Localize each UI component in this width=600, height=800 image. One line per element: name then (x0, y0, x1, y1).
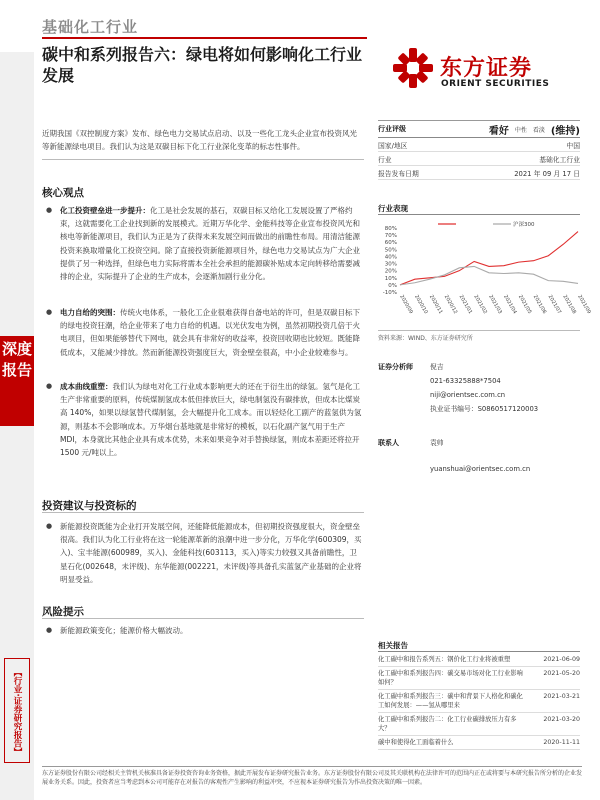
series-line-0 (400, 232, 578, 285)
related-item[interactable] (378, 690, 580, 713)
section-title-core: 核心观点 (42, 187, 84, 199)
y-tick-label: 0% (388, 282, 397, 289)
analyst-phone: 021-63325888*7504 (430, 377, 501, 385)
x-tick-label: 2020/10 (413, 294, 429, 315)
x-tick-label: 2020/11 (427, 294, 444, 315)
bullet-icon: ● (46, 382, 53, 390)
company-logo (392, 47, 582, 97)
series-line-1 (400, 266, 578, 284)
y-tick-label: 40% (384, 254, 397, 261)
rating-info-row (378, 138, 580, 152)
bullet-icon: ● (46, 626, 53, 634)
info-value: 中国 (566, 141, 580, 150)
rating-table (378, 121, 580, 180)
rating-info-row (378, 166, 580, 180)
x-tick-label: 2021/02 (472, 294, 489, 315)
vertical-note: 【行业·证券研究报告】 (4, 658, 30, 763)
related-item-date: 2021-03-21 (543, 693, 580, 700)
info-key: 行业 (378, 155, 392, 164)
performance-title: 行业表现 (378, 204, 408, 213)
point-text: 我们认为绿电对化工行业成本影响更大的还在于衍生出的绿氢。氢气是化工生产非常重要的原料，传统煤制氢成本低但排放巨大，绿电制氢没有碳排放，但成本比煤炭高 140%，如果以绿氢替代煤制氢，会大幅提升化工成本。而以轻烃化工副产的蓝氢供为氢源，则基本不会影响成本。万华烟台基地就是非常好的模板，以石化副产氢气用于生产 MDI，本身就比其他企业具有成本优势，未来如果竞争对手替换绿氢，则成本差距还将拉开 1500 元/吨以上。 (60, 382, 362, 458)
rating-bearish: 看淡 (532, 126, 545, 134)
rating-info-row (378, 152, 580, 166)
invest-point (42, 520, 364, 586)
y-tick-label: 20% (384, 268, 397, 275)
x-tick-label: 2021/08 (561, 294, 578, 315)
title-divider (42, 37, 367, 39)
related-item-title[interactable]: 碳中和使得化工面临着什么 (378, 739, 454, 746)
related-list (378, 653, 580, 750)
x-tick-label: 2020/12 (442, 294, 459, 315)
point-heading: 成本曲线重塑： (60, 382, 113, 391)
related-item-date: 2021-05-20 (543, 670, 580, 677)
section-title-risk: 风险提示 (42, 606, 84, 618)
disclaimer-footer: 东方证券股份有限公司经相关主管机关核准具备证券投资咨询业务资格，据此开展发布证券研究报告业务。东方证券股份有限公司及其关联机构在法律许可的范围内正在或将要与本研究报告所分析的企业发展业务关系。因此，投资者应当考虑到本公司可能存在对报告的客观性产生影响的利益冲突，不应视本证券研究报告为作出投资决策的唯一因素。 (42, 770, 583, 786)
core-point (42, 204, 364, 283)
analyst-label: 证券分析师 (378, 363, 413, 371)
sector-label: 基础化工行业 (42, 18, 139, 36)
rating-keep: (维持) (550, 125, 580, 137)
related-item-date: 2021-03-20 (543, 716, 580, 723)
x-tick-label: 2021/04 (502, 294, 518, 315)
rating-neutral: 中性 (514, 126, 527, 134)
performance-chart (378, 218, 592, 328)
performance-divider (378, 214, 580, 215)
contact-label: 联系人 (378, 439, 399, 447)
related-item-date: 2020-11-11 (543, 739, 580, 746)
contact-name: 袁帅 (430, 439, 444, 447)
related-title: 相关报告 (378, 641, 408, 650)
section-title-invest: 投资建议与投资标的 (42, 500, 137, 512)
core-point (42, 306, 364, 359)
related-item-title[interactable]: 化工碳中和报告系列五：钢价化工行业将被重塑 (378, 656, 511, 663)
related-item-title[interactable]: 化工碳中和系列报告四：碳交易市场对化工行业影响如何？ (378, 670, 523, 686)
risk-point (42, 624, 364, 637)
rating-grade: 看好 (488, 125, 509, 137)
y-tick-label: 30% (384, 261, 397, 268)
related-item[interactable] (378, 736, 580, 750)
related-divider (378, 651, 580, 652)
related-item-title[interactable]: 化工碳中和系列报告二：化工行业碳排放压力有多大？ (378, 716, 517, 732)
point-text: 新能源投资既能为企业打开发展空间，还能降低能源成本，但初期投资强度很大，资金壁垒很高。我们认为化工行业将在这一轮能源革新的浪潮中进一步分化，万华化学(600309，买入)、宝丰能源(600989，买入)、金能科技(603113，买入)等实力较强又具备前瞻性，卫星石化(002648，未评级)、东华能源(002221，未评级)等具备孔实蓝氢产业基础的企业将明显受益。 (60, 522, 362, 584)
deep-report-label: 深度报告 (0, 336, 34, 426)
point-heading: 化工投资壁垒进一步提升： (60, 206, 150, 215)
related-item-title[interactable]: 化工碳中和系列报告三：碳中和背景下人格化和碳化工如何发展：——氢从哪里来 (378, 693, 523, 709)
footer-divider (42, 766, 582, 767)
point-heading: 电力自给的突围： (60, 308, 120, 317)
orient-logo-icon (392, 47, 434, 89)
risk-divider (42, 618, 364, 619)
x-tick-label: 2021/07 (546, 294, 563, 315)
x-tick-label: 2021/09 (576, 294, 592, 315)
y-tick-label: 10% (384, 275, 397, 282)
y-tick-label: 70% (384, 233, 397, 240)
rating-label: 行业评级 (378, 125, 406, 133)
x-tick-label: 2021/03 (487, 294, 503, 315)
point-text: 化工是社会发展的基石，双碳目标又给化工发展设置了严格约束，这就需要化工企业找到新的发展模式。近期万华化学、金能科技等企业宣布投资风光和核电等新能源项目，我们认为正是为了获得未来发展空间而做出的前瞻性布局。用清洁能源投资来换取增量化工投资空间。除了直接投资新能源项目外，绿色电力交易试点为广大企业提供了另一种选择，但绿色电力实际将需本全社会承担的能源碳补贴成本定向转移给需要减排的企业，实际提升了企业的生产成本，会逐渐加剧行业分化。 (60, 206, 360, 282)
chart-legend (438, 220, 535, 228)
x-tick-label: 2021/06 (531, 294, 548, 315)
invest-divider (42, 512, 364, 513)
bullet-icon: ● (46, 206, 53, 214)
contact-email[interactable]: yuanshuai@orientsec.com.cn (430, 465, 531, 473)
info-value: 2021 年 09 月 17 日 (514, 169, 580, 178)
point-text: 传统火电体系，一般化工企业很难获得自备电站的许可，但是双碳目标下的绿电投资狂潮，给企业带来了电力自给的机遇。以光伏发电为例，虽然初期投资几倍于火电项目，但如果能够替代下网电，就会具有非常好的收益率，投资回收期也比较短。既能降低成本，又能减少排放。然而新能源投资强度巨大，资金壁垒很高，中小企业较难参与。 (60, 308, 360, 357)
point-text: 新能源政策变化；能源价格大幅波动。 (60, 626, 188, 635)
y-tick-label: 50% (384, 247, 397, 254)
related-item[interactable] (378, 713, 580, 736)
info-value: 基础化工行业 (539, 155, 580, 164)
y-tick-label: 60% (384, 240, 397, 247)
related-item[interactable] (378, 653, 580, 667)
x-tick-label: 2021/05 (516, 294, 533, 315)
report-title: 碳中和系列报告六：绿电将如何影响化工行业发展 (42, 45, 363, 85)
y-tick-label: 80% (384, 226, 397, 232)
info-key: 国家/地区 (378, 141, 408, 150)
related-item-date: 2021-06-09 (543, 656, 580, 663)
chart-source: 资料来源：WIND、东方证券研究所 (378, 330, 580, 342)
y-tick-label: -10% (382, 290, 397, 296)
analyst-name: 倪吉 (430, 363, 444, 371)
logo-text-cn: 东方证券 (440, 56, 533, 81)
x-tick-label: 2020/09 (398, 294, 414, 315)
info-key: 报告发布日期 (378, 169, 419, 178)
analyst-cert: 执业证书编号：S0860517120003 (430, 405, 539, 413)
rating-row (378, 121, 580, 138)
bullet-icon: ● (46, 308, 53, 316)
core-point (42, 380, 364, 459)
logo-text-en: ORIENT SECURITIES (441, 79, 550, 89)
analyst-email[interactable]: niji@orientsec.com.cn (430, 391, 506, 399)
related-item[interactable] (378, 667, 580, 690)
x-tick-label: 2021/01 (457, 294, 474, 315)
bullet-icon: ● (46, 522, 53, 530)
legend-label: 沪深300 (513, 222, 535, 228)
intro-paragraph: 近期我国《双控制度方案》发布、绿色电力交易试点启动、以及一些化工龙头企业宣布投资风光等新能源绿电项目。我们认为这是双碳目标下化工行业深化变革的标志性事件。 (42, 127, 364, 160)
